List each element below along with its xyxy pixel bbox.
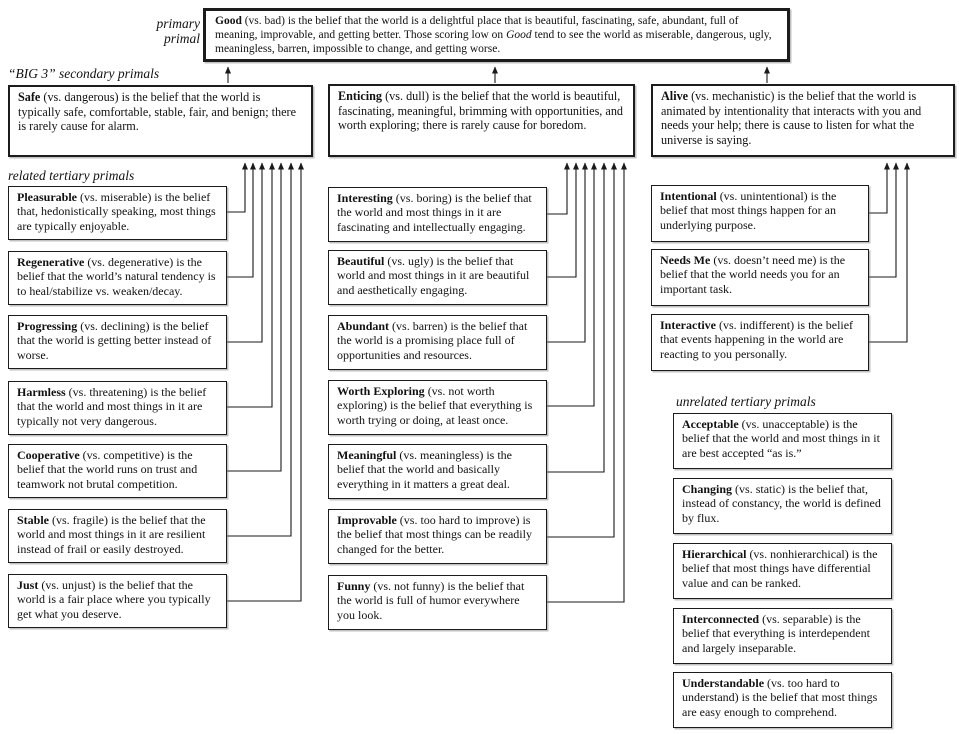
primal-text: (vs. indifferent) is the belief that events happening in the world are reacting to you personally. xyxy=(660,318,854,361)
primal-box-abundant xyxy=(328,315,547,370)
primal-title: Funny xyxy=(337,579,371,593)
primal-title: Changing xyxy=(682,482,733,496)
primal-box-worth-exploring xyxy=(328,380,547,435)
primal-text: (vs. too hard to understand) is the belief that most things are easy enough to comprehend. xyxy=(682,676,878,719)
primal-title: Meaningful xyxy=(337,448,397,462)
big3-secondary-primals-label: “BIG 3” secondary primals xyxy=(8,66,160,81)
primal-text: (vs. unjust) is the belief that the world is a fair place where you typically get what you deserve. xyxy=(17,578,211,621)
primal-title: Harmless xyxy=(17,385,66,399)
primal-text: (vs. boring) is the belief that the world and most things in it are fascinating and intellectually engaging. xyxy=(337,191,532,234)
primal-text: tend to see the world as miserable, dangerous, ugly, meaningless, barren, impossible to change, and getting worse. xyxy=(215,28,772,55)
unrelated-tertiary-primals-label: unrelated tertiary primals xyxy=(676,394,816,409)
primal-text: (vs. competitive) is the belief that the world runs on trust and teamwork not brutal competition. xyxy=(17,448,198,491)
primal-title: Safe xyxy=(18,90,41,104)
primal-box-regenerative xyxy=(8,251,227,305)
primal-box-meaningful xyxy=(328,444,547,499)
primal-text: (vs. dull) is the belief that the world is beautiful, fascinating, meaningful, brimming with opportunities, and worth exploring; there is rarely cause for boredom. xyxy=(338,89,624,133)
primal-text: (vs. separable) is the belief that everything is interdependent and largely inseparable. xyxy=(682,612,870,655)
primal-box-alive xyxy=(651,84,955,157)
primal-title: Enticing xyxy=(338,89,383,103)
primal-text: (vs. meaningless) is the belief that the world and basically everything in it matters a great deal. xyxy=(337,448,512,491)
primal-title: Interconnected xyxy=(682,612,760,626)
primal-title: Needs Me xyxy=(660,253,711,267)
primal-text: (vs. fragile) is the belief that the world and most things in it are resilient instead of frail or easily destroyed. xyxy=(17,513,206,556)
primal-text: (vs. degenerative) is the belief that the world’s natural tendency is to heal/stabilize vs. weaken/decay. xyxy=(17,255,216,298)
primal-box-enticing xyxy=(328,84,635,157)
primal-box-understandable xyxy=(673,672,892,728)
primal-text: (vs. nonhierarchical) is the belief that most things have differential value and can be ranked. xyxy=(682,547,878,590)
primal-title: Interesting xyxy=(337,191,393,205)
primal-text: (vs. ugly) is the belief that world and most things in it are beautiful and aesthetically engaging. xyxy=(337,254,530,297)
primal-box-progressing xyxy=(8,315,227,369)
primal-box-stable xyxy=(8,509,227,563)
primal-box-pleasurable xyxy=(8,186,227,240)
primal-title: Cooperative xyxy=(17,448,80,462)
primal-box-beautiful xyxy=(328,250,547,305)
primal-text: (vs. not worth exploring) is the belief that everything is worth trying or doing, at least once. xyxy=(337,384,533,427)
primal-box-harmless xyxy=(8,381,227,435)
primal-text: (vs. static) is the belief that, instead of constancy, the world is defined by flux. xyxy=(682,482,881,525)
primal-box-hierarchical xyxy=(673,543,892,599)
primary-primal-label: primary primal xyxy=(156,16,200,47)
primal-box-good xyxy=(203,8,790,62)
primal-box-safe xyxy=(8,85,313,157)
primal-box-intentional xyxy=(651,185,869,242)
primal-title: Interactive xyxy=(660,318,716,332)
primal-box-changing xyxy=(673,478,892,534)
primal-box-just xyxy=(8,574,227,628)
primal-text: (vs. not funny) is the belief that the world is full of humor everywhere you look. xyxy=(337,579,525,622)
primal-text: (vs. mechanistic) is the belief that the world is animated by intentionality that interacts with you and needs your help; there is cause to listen for what the universe is saying. xyxy=(661,89,922,147)
primal-title: Regenerative xyxy=(17,255,85,269)
primal-text: (vs. unintentional) is the belief that most things happen for an underlying purpose. xyxy=(660,189,837,232)
related-tertiary-primals-label: related tertiary primals xyxy=(8,168,135,183)
primal-box-funny xyxy=(328,575,547,630)
primal-text: (vs. too hard to improve) is the belief that most things can be readily changed for the better. xyxy=(337,513,532,556)
primal-box-interesting xyxy=(328,187,547,242)
primal-title: Good xyxy=(215,15,242,27)
primal-title: Stable xyxy=(17,513,50,527)
primal-box-interactive xyxy=(651,314,869,371)
primal-title: Pleasurable xyxy=(17,190,77,204)
primal-title: Alive xyxy=(661,89,689,103)
primal-text: (vs. doesn’t need me) is the belief that the world needs you for an important task. xyxy=(660,253,846,296)
primal-title: Abundant xyxy=(337,319,390,333)
primal-title: Understandable xyxy=(682,676,765,690)
primal-title: Progressing xyxy=(17,319,78,333)
primal-text: (vs. declining) is the belief that the world is getting better instead of worse. xyxy=(17,319,212,362)
primal-box-acceptable xyxy=(673,413,892,469)
primal-text: (vs. unacceptable) is the belief that the world and most things in it are best accepted “as is.” xyxy=(682,417,880,460)
primal-text: (vs. dangerous) is the belief that the world is typically safe, comfortable, stable, fair, and benign; there is rarely cause for alarm. xyxy=(18,90,297,134)
primal-box-needs-me xyxy=(651,249,869,306)
primal-title: Just xyxy=(17,578,39,592)
primal-title: Hierarchical xyxy=(682,547,747,561)
primal-box-interconnected xyxy=(673,608,892,664)
primal-title: Improvable xyxy=(337,513,397,527)
primal-box-improvable xyxy=(328,509,547,564)
primal-title: Intentional xyxy=(660,189,717,203)
primal-title: Beautiful xyxy=(337,254,385,268)
primal-text: (vs. miserable) is the belief that, hedonistically speaking, most things are typically enjoyable. xyxy=(17,190,216,233)
primal-text: (vs. bad) is the belief that the world is a delightful place that is beautiful, fascinating, safe, abundant, full of meaning, improvable, and getting better. Those scoring low on xyxy=(215,15,739,41)
primal-text: (vs. threatening) is the belief that the world and most things in it are typically not very dangerous. xyxy=(17,385,207,428)
primal-title: Acceptable xyxy=(682,417,739,431)
primal-emphasis: Good xyxy=(506,28,532,41)
primal-text: (vs. barren) is the belief that the world is a promising place full of opportunities and resources. xyxy=(337,319,528,362)
primal-box-cooperative xyxy=(8,444,227,498)
primal-title: Worth Exploring xyxy=(337,384,425,398)
